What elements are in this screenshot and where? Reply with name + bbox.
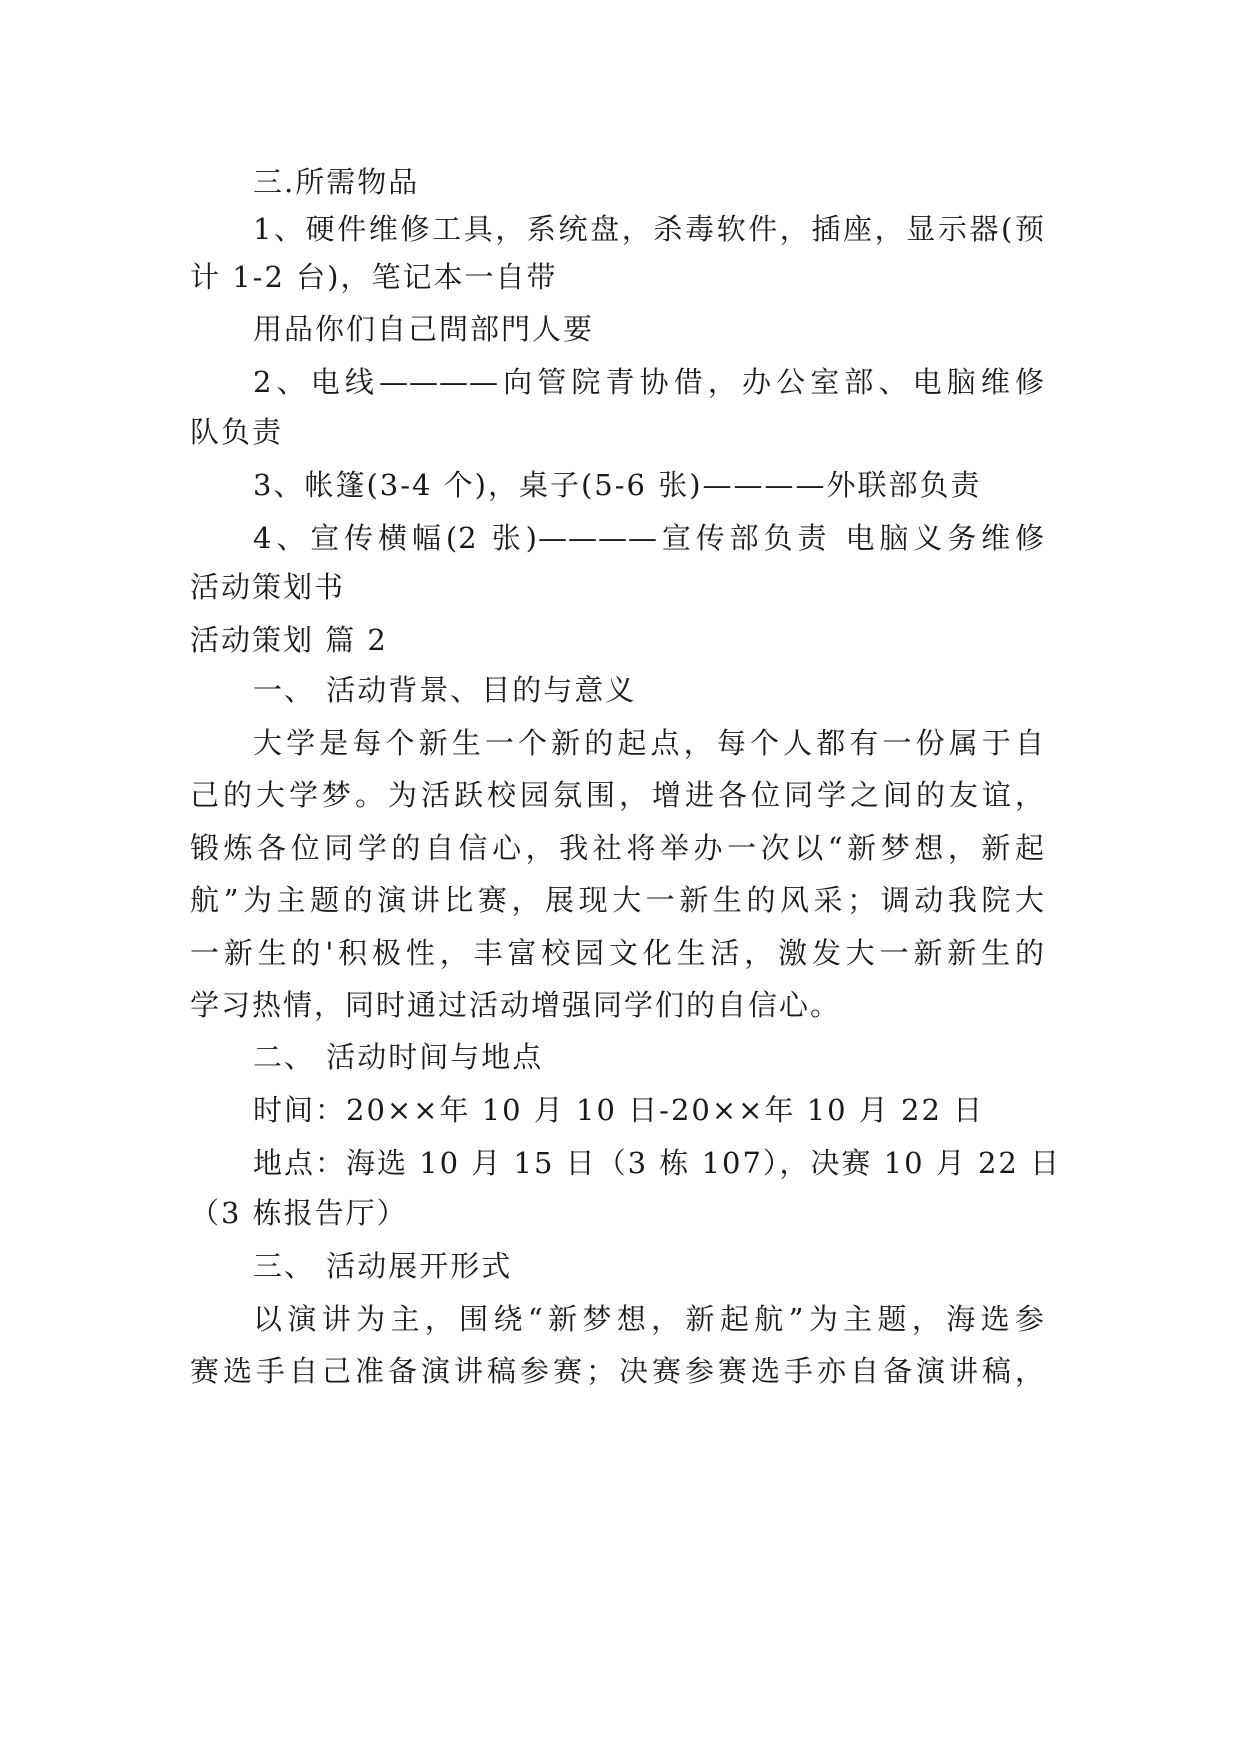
paragraph-line: 赛选手自己准备演讲稿参赛；决赛参赛选手亦自备演讲稿， xyxy=(190,1354,1045,1388)
paragraph-line: 3、帐篷(3-4 个)，桌子(5-6 张)————外联部负责 xyxy=(253,468,982,502)
heading-background: 一、 活动背景、目的与意义 xyxy=(253,673,637,707)
paragraph-line: 时间：20××年 10 月 10 日-20××年 10 月 22 日 xyxy=(253,1093,985,1127)
paragraph-line: 锻炼各位同学的自信心，我社将举办一次以“新梦想，新起 xyxy=(190,831,1045,865)
paragraph-line: 计 1-2 台)，笔记本一自带 xyxy=(190,260,558,294)
paragraph-line: 一新生的'积极性，丰富校园文化生活，激发大一新新生的 xyxy=(190,936,1045,970)
paragraph-line: 4、宣传横幅(2 张)————宣传部负责 电脑义务维修 xyxy=(253,521,1045,555)
heading-time-place: 二、 活动时间与地点 xyxy=(253,1040,544,1074)
paragraph-line: 己的大学梦。为活跃校园氛围，增进各位同学之间的友谊， xyxy=(190,778,1045,812)
paragraph-line: 以演讲为主，围绕“新梦想，新起航”为主题，海选参 xyxy=(253,1302,1045,1336)
paragraph-line: （3 栋报告厅） xyxy=(190,1196,408,1230)
paragraph-line: 航”为主题的演讲比赛，展现大一新生的风采；调动我院大 xyxy=(190,883,1045,917)
section-title: 活动策划 篇 2 xyxy=(190,623,388,657)
paragraph-line: 学习热情，同时通过活动增强同学们的自信心。 xyxy=(190,988,842,1022)
heading-required-items: 三.所需物品 xyxy=(253,165,420,199)
paragraph-line: 2、电线————向管院青协借，办公室部、电脑维修 xyxy=(253,365,1045,399)
paragraph-line: 大学是每个新生一个新的起点，每个人都有一份属于自 xyxy=(253,726,1045,760)
paragraph-line: 活动策划书 xyxy=(190,570,346,604)
paragraph-line: 队负责 xyxy=(190,415,284,449)
paragraph-line: 用品你们自己問部門人要 xyxy=(253,312,595,346)
heading-format: 三、 活动展开形式 xyxy=(253,1249,513,1283)
paragraph-line: 地点：海选 10 月 15 日（3 栋 107），决赛 10 月 22 日 xyxy=(253,1146,1062,1180)
paragraph-line: 1、硬件维修工具，系统盘，杀毒软件，插座，显示器(预 xyxy=(253,212,1045,246)
